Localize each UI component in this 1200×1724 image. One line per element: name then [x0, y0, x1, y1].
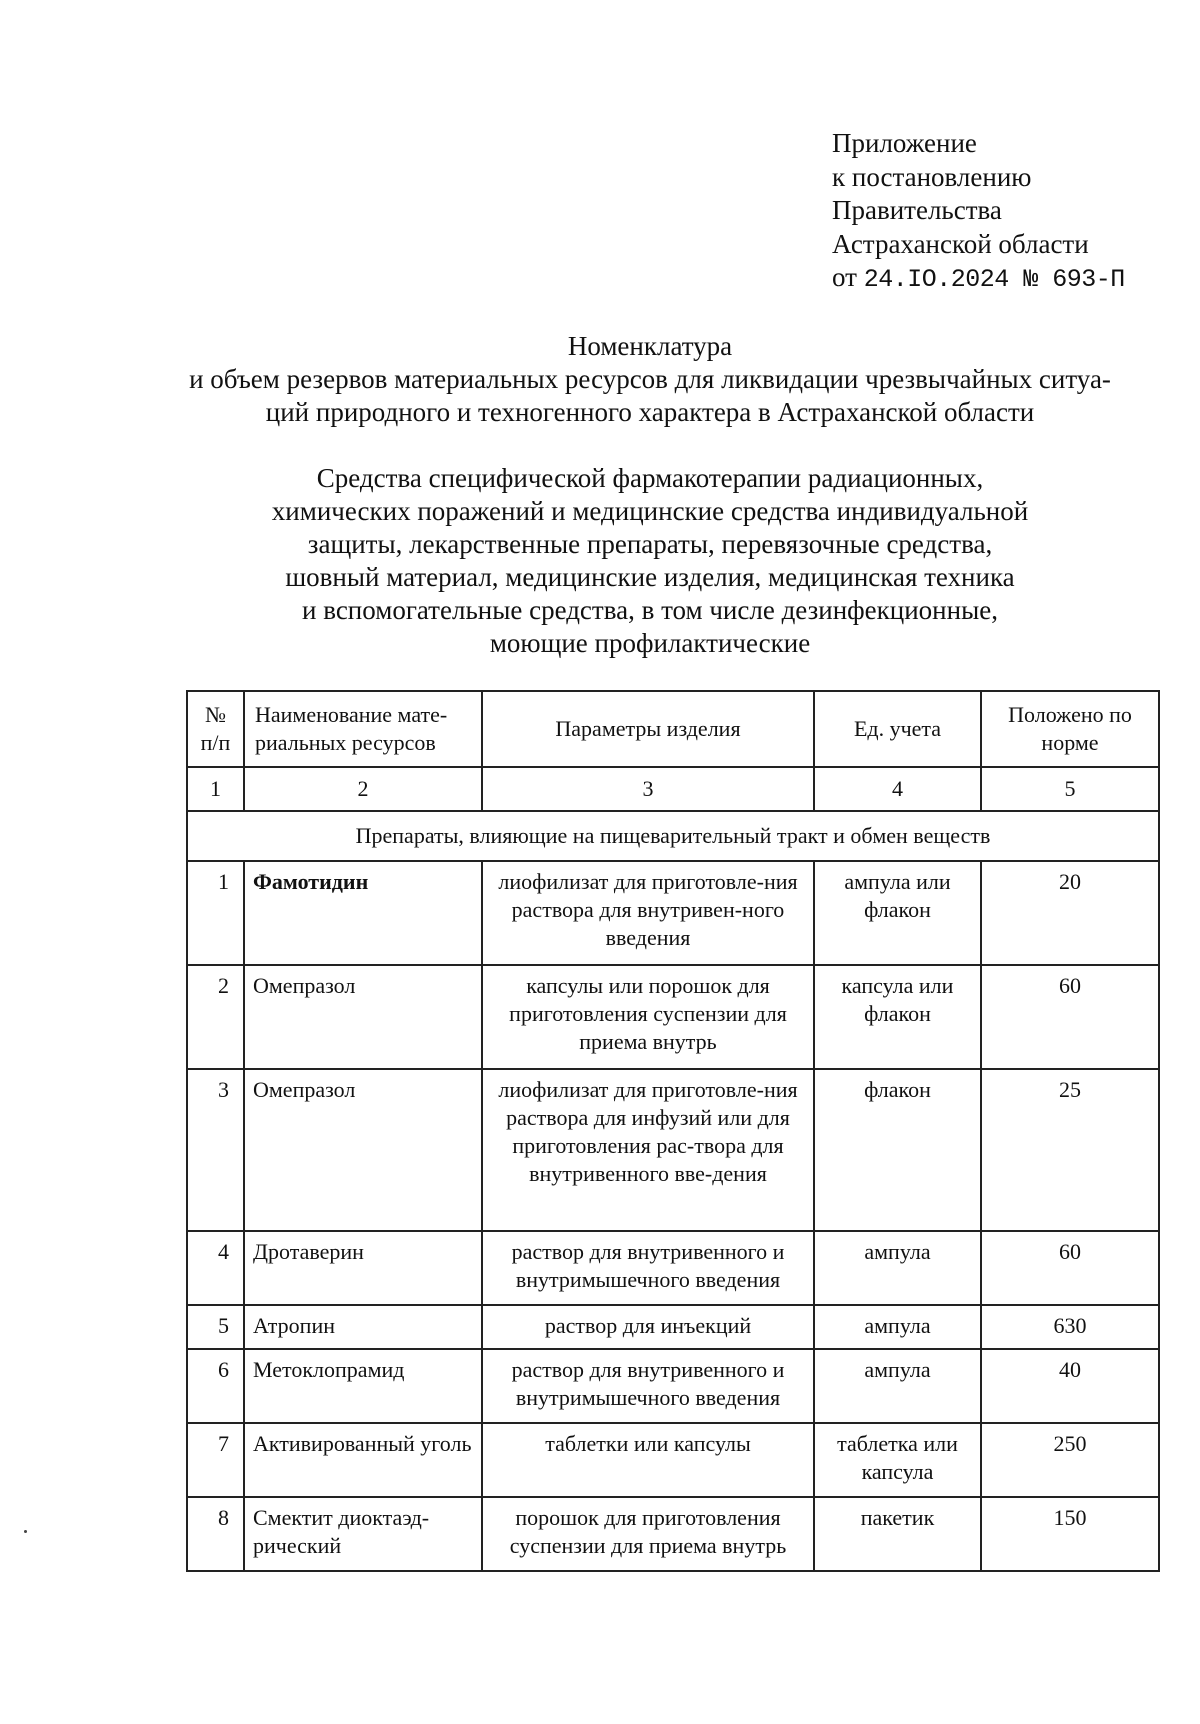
row-unit: флакон [814, 1069, 981, 1231]
subtitle-line: шовный материал, медицинские изделия, медицинская техника [285, 562, 1015, 592]
row-name: Метоклопрамид [244, 1349, 482, 1423]
row-qty: 60 [981, 1231, 1159, 1305]
column-number-row [187, 767, 1159, 811]
date-stamp: 24.IO.2024 № 693-П [863, 265, 1125, 294]
row-num: 6 [187, 1349, 244, 1423]
appendix-date-line [832, 261, 1172, 297]
table-row [187, 1423, 1159, 1497]
column-number: 3 [482, 767, 814, 811]
header-params: Параметры изделия [482, 691, 814, 767]
subtitle-line: и вспомогательные средства, в том числе дезинфекционные, [302, 595, 998, 625]
subtitle-line: Средства специфической фармакотерапии радиационных, [316, 463, 984, 493]
header-name: Наименование мате-риальных ресурсов [244, 691, 482, 767]
header-num: № п/п [187, 691, 244, 767]
row-params: таблетки или капсулы [482, 1423, 814, 1497]
column-number: 4 [814, 767, 981, 811]
row-unit: ампула [814, 1349, 981, 1423]
row-name: Омепразол [244, 965, 482, 1069]
table-row [187, 1497, 1159, 1571]
row-num: 1 [187, 861, 244, 965]
section-title: Препараты, влияющие на пищеварительный тракт и обмен веществ [187, 811, 1159, 861]
row-qty: 20 [981, 861, 1159, 965]
row-qty: 60 [981, 965, 1159, 1069]
row-params: раствор для внутривенного и внутримышечного введения [482, 1349, 814, 1423]
row-params: лиофилизат для приготовле-ния раствора для инфузий или для приготовления рас-твора для внутривенного вве-дения [482, 1069, 814, 1231]
date-prefix: от [832, 262, 857, 292]
row-params: порошок для приготовления суспензии для приема внутрь [482, 1497, 814, 1571]
row-num: 4 [187, 1231, 244, 1305]
table-row [187, 861, 1159, 965]
row-params: капсулы или порошок для приготовления суспензии для приема внутрь [482, 965, 814, 1069]
row-num: 3 [187, 1069, 244, 1231]
row-qty: 250 [981, 1423, 1159, 1497]
row-unit: ампула [814, 1231, 981, 1305]
title-line: ций природного и техногенного характера в Астраханской области [265, 397, 1035, 427]
header-unit: Ед. учета [814, 691, 981, 767]
table-row [187, 1349, 1159, 1423]
appendix-line: к постановлению [832, 161, 1032, 192]
column-number: 1 [187, 767, 244, 811]
section-row [187, 811, 1159, 861]
row-name: Смектит диоктаэд-рический [244, 1497, 482, 1571]
row-name: Дротаверин [244, 1231, 482, 1305]
table-row [187, 1069, 1159, 1231]
row-unit: ампула или флакон [814, 861, 981, 965]
row-qty: 630 [981, 1305, 1159, 1349]
title-line: и объем резервов материальных ресурсов для ликвидации чрезвычайных ситуа- [189, 364, 1111, 394]
row-name: Атропин [244, 1305, 482, 1349]
row-params: лиофилизат для приготовле-ния раствора для внутривен-ного введения [482, 861, 814, 965]
row-num: 2 [187, 965, 244, 1069]
row-unit: таблетка или капсула [814, 1423, 981, 1497]
subtitle-line: химических поражений и медицинские средства индивидуальной [271, 496, 1029, 526]
row-unit: ампула [814, 1305, 981, 1349]
row-name: Омепразол [244, 1069, 482, 1231]
row-name: Фамотидин [244, 861, 482, 965]
scan-speck [24, 1530, 27, 1533]
row-unit: капсула или флакон [814, 965, 981, 1069]
row-params: раствор для инъекций [482, 1305, 814, 1349]
appendix-line: Приложение [832, 128, 977, 158]
column-number: 2 [244, 767, 482, 811]
row-num: 7 [187, 1423, 244, 1497]
appendix-block [832, 127, 1172, 297]
table-row [187, 1305, 1159, 1349]
table-header-row [187, 691, 1159, 767]
header-qty: Положено по норме [981, 691, 1159, 767]
row-qty: 150 [981, 1497, 1159, 1571]
table-row [187, 1231, 1159, 1305]
document-title [150, 330, 1150, 429]
row-name: Активированный уголь [244, 1423, 482, 1497]
row-params: раствор для внутривенного и внутримышечного введения [482, 1231, 814, 1305]
document-subtitle [190, 462, 1110, 660]
subtitle-line: защиты, лекарственные препараты, перевязочные средства, [307, 529, 993, 559]
appendix-line: Астраханской области [832, 228, 1089, 259]
title-line: Номенклатура [567, 331, 733, 361]
row-unit: пакетик [814, 1497, 981, 1571]
row-num: 8 [187, 1497, 244, 1571]
row-num: 5 [187, 1305, 244, 1349]
row-qty: 25 [981, 1069, 1159, 1231]
table-row [187, 965, 1159, 1069]
appendix-line: Правительства [832, 195, 1002, 225]
resources-table [186, 690, 1160, 1572]
subtitle-line: моющие профилактические [489, 628, 811, 658]
row-qty: 40 [981, 1349, 1159, 1423]
column-number: 5 [981, 767, 1159, 811]
